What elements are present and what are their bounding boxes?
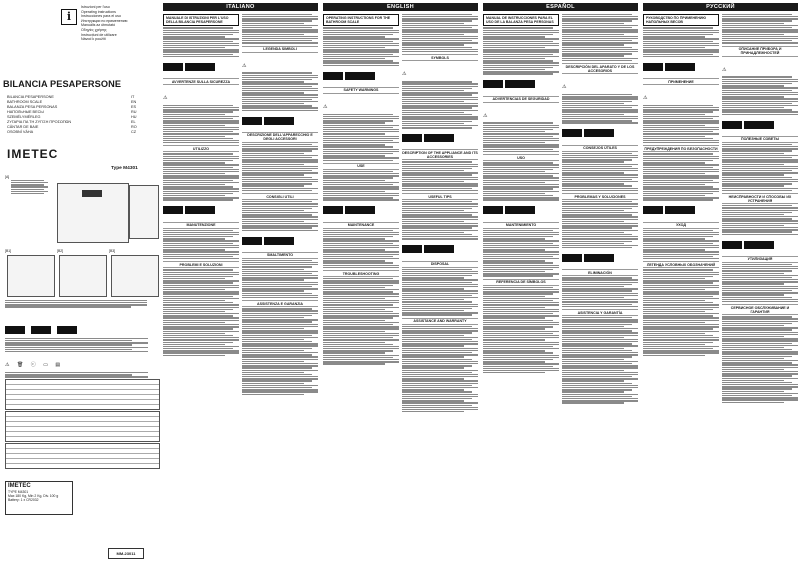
lcd-display bbox=[402, 245, 422, 253]
instructions-language-item: Návod k použití bbox=[81, 37, 106, 42]
column-body bbox=[242, 13, 318, 561]
language-code-item: RU bbox=[131, 110, 137, 114]
instructions-language-item: Инструкции по применению bbox=[81, 18, 128, 23]
column-body bbox=[562, 13, 638, 561]
instructions-language-item: Manuális az útmutató bbox=[81, 23, 116, 28]
lcd-example-row bbox=[323, 67, 399, 85]
section-title: ПРЕДУПРЕЖДЕНИЯ ПО БЕЗОПАСНОСТИ bbox=[644, 146, 718, 151]
section-title: MANTENIMIENTO bbox=[483, 222, 559, 229]
lcd-display bbox=[562, 129, 582, 137]
weight-table-3 bbox=[5, 443, 160, 469]
lcd-display bbox=[722, 241, 742, 249]
section-title: СЕРВИСНОЕ ОБСЛУЖИВАНИЕ И ГАРАНТИЯ bbox=[722, 304, 798, 315]
lcd-display bbox=[345, 72, 375, 80]
warning-icon: ⚠ bbox=[643, 95, 648, 102]
language-code-item: CZ bbox=[131, 130, 137, 134]
lcd-display bbox=[323, 72, 343, 80]
lcd-display bbox=[722, 121, 742, 129]
product-name-item: BALANZA PESA PERSONAS bbox=[7, 105, 58, 109]
column-body bbox=[163, 13, 239, 561]
nameplate-max: Max 180 Kg, Min 2 Kg, Div. 100 g bbox=[8, 494, 59, 498]
section-title: ОПИСАНИЕ ПРИБОРА И ПРИНАДЛЕЖНОСТЕЙ bbox=[722, 46, 798, 57]
language-column-b bbox=[242, 3, 318, 563]
product-name-item: SZEMÉLYMÉRLEG bbox=[7, 115, 41, 119]
lcd-example-3 bbox=[57, 326, 77, 334]
lcd-example-row bbox=[643, 58, 719, 76]
nameplate-box bbox=[5, 481, 73, 515]
section-title: ELIMINACIÓN bbox=[562, 269, 638, 276]
column-body bbox=[722, 13, 798, 561]
section-title: AVVERTENZE SULLA SICUREZZA bbox=[163, 78, 239, 85]
column-body bbox=[323, 13, 399, 561]
product-name-item: НАПОЛЬНЫЕ ВЕСЫ bbox=[7, 110, 44, 114]
language-code-item: IT bbox=[131, 95, 135, 99]
lcd-example-row bbox=[562, 125, 638, 143]
lcd-example-row bbox=[722, 116, 798, 134]
lcd-display bbox=[163, 206, 183, 214]
lcd-display bbox=[185, 63, 215, 71]
product-name-item: BILANCIA PESAPERSONE bbox=[7, 95, 54, 99]
language-code-item: ES bbox=[131, 105, 137, 109]
lcd-display bbox=[424, 245, 454, 253]
lcd-display bbox=[323, 206, 343, 214]
lcd-display bbox=[242, 237, 262, 245]
lcd-example-1 bbox=[5, 326, 25, 334]
figure-label-b3: [B3] bbox=[109, 249, 116, 253]
lcd-display bbox=[402, 134, 422, 142]
lcd-display bbox=[163, 63, 183, 71]
section-title: DESCRIPCIÓN DEL APARATO Y DE LOS ACCESORIOS bbox=[562, 63, 638, 74]
lcd-example-2 bbox=[31, 326, 51, 334]
language-header: ITALIANO bbox=[163, 3, 318, 11]
section-title: ПОЛЕЗНЫЕ СОВЕТЫ bbox=[722, 136, 798, 143]
column-body bbox=[402, 13, 478, 561]
section-title: УХОД bbox=[643, 222, 719, 229]
section-title: MANUTENZIONE bbox=[163, 222, 239, 229]
instructions-language-list bbox=[81, 5, 159, 42]
instructions-language-item: Instrucțiuni de utilizare bbox=[81, 32, 117, 37]
lcd-example-row bbox=[483, 202, 559, 220]
warning-icon: ⚠ bbox=[483, 112, 488, 119]
section-title: CONSIGLI UTILI bbox=[242, 193, 318, 200]
instructions-language-item: Instrucciones para el uso bbox=[81, 14, 121, 19]
battery-icon: ▭ bbox=[43, 362, 48, 369]
section-title: USEFUL TIPS bbox=[402, 193, 478, 200]
section-title: ADVERTENCIAS DE SEGURIDAD bbox=[483, 96, 559, 103]
section-title: MAINTENANCE bbox=[323, 222, 399, 229]
symbol-icons-row bbox=[5, 353, 160, 371]
language-header: ESPAÑOL bbox=[483, 3, 638, 11]
figure-label-b2: [B2] bbox=[57, 249, 64, 253]
figure-b3-drawing bbox=[111, 255, 159, 297]
section-title: ASISTENCIA Y GARANTÍA bbox=[562, 309, 638, 316]
language-code-item: EL bbox=[131, 120, 136, 124]
lcd-display bbox=[483, 80, 503, 88]
language-header: ENGLISH bbox=[323, 3, 478, 11]
lcd-display bbox=[744, 241, 774, 249]
lcd-display bbox=[242, 117, 262, 125]
lcd-example-row bbox=[722, 236, 798, 254]
lcd-display bbox=[264, 117, 294, 125]
cover-panel bbox=[3, 3, 161, 563]
lcd-display bbox=[562, 254, 582, 262]
lcd-example-row bbox=[483, 76, 559, 94]
section-title: SYMBOLS bbox=[402, 54, 478, 61]
figure-label-a: [A] bbox=[5, 175, 10, 179]
brand-logo: IMETEC bbox=[7, 147, 59, 161]
section-title: LEGENDA SIMBOLI bbox=[242, 46, 318, 53]
scale-drawing-front bbox=[57, 183, 129, 243]
language-code-list bbox=[131, 95, 151, 135]
intro-title: OPERATING INSTRUCTIONS FOR THE BATHROOM SCALE bbox=[323, 14, 399, 26]
warning-icon: ⚠ bbox=[5, 362, 10, 369]
section-title: НЕИСПРАВНОСТИ И СПОСОБЫ ИХ УСТРАНЕНИЯ bbox=[722, 193, 798, 204]
language-header: РУССКИЙ bbox=[643, 3, 798, 11]
column-body bbox=[483, 13, 559, 561]
lcd-display bbox=[345, 206, 375, 214]
language-column-a bbox=[323, 3, 414, 563]
section-title: USE bbox=[323, 163, 399, 170]
language-column-a bbox=[163, 3, 255, 563]
product-name-list bbox=[7, 95, 97, 135]
figure-b1-drawing bbox=[7, 255, 55, 297]
column-body bbox=[643, 13, 719, 561]
symbol-and-table-area bbox=[5, 325, 160, 561]
section-title: PROBLEMAS Y SOLUCIONES bbox=[562, 193, 638, 200]
language-code-item: RO bbox=[131, 125, 137, 129]
lcd-display bbox=[665, 63, 695, 71]
language-code-item: HU bbox=[131, 115, 137, 119]
figure-label-b1: [B1] bbox=[5, 249, 12, 253]
lcd-display bbox=[185, 206, 215, 214]
figure-b2-drawing bbox=[59, 255, 107, 297]
section-title: SAFETY WARNINGS bbox=[323, 87, 399, 94]
instructions-language-item: Οδηγίες χρήσης bbox=[81, 27, 107, 32]
lcd-display bbox=[584, 254, 614, 262]
section-title: DESCRIPTION OF THE APPLIANCE AND ITS ACCESSORIES bbox=[402, 150, 478, 159]
lcd-display bbox=[584, 129, 614, 137]
language-column-a bbox=[483, 3, 575, 563]
section-title: SMALTIMENTO bbox=[242, 252, 318, 259]
section-title: CONSEJOS ÚTILES bbox=[562, 145, 638, 152]
lcd-example-row bbox=[163, 202, 239, 220]
lcd-example-row bbox=[562, 249, 638, 267]
instructions-language-item: Istruzioni per l'uso bbox=[81, 5, 110, 9]
lcd-display bbox=[505, 206, 535, 214]
instructions-language-item: Operating instructions bbox=[81, 9, 116, 14]
lcd-display bbox=[264, 237, 294, 245]
lcd-display bbox=[665, 206, 695, 214]
certification-stamp: MM-23011 bbox=[108, 548, 144, 559]
section-title: DESCRIZIONE DELL'APPARECCHIO E DEGLI ACCESSORI bbox=[242, 132, 318, 143]
lcd-display bbox=[483, 206, 503, 214]
lcd-display bbox=[424, 134, 454, 142]
lcd-example-row bbox=[242, 232, 318, 250]
section-title: PROBLEMI E SOLUZIONI bbox=[163, 261, 239, 268]
language-column-a bbox=[643, 3, 735, 563]
warning-icon: ⚠ bbox=[402, 71, 407, 78]
warning-icon: ⚠ bbox=[242, 62, 247, 69]
nameplate-battery: Battery: 1 x CR2032 bbox=[8, 498, 39, 502]
lcd-display bbox=[744, 121, 774, 129]
warning-icon: ⚠ bbox=[163, 95, 168, 102]
section-title: ЛЕГЕНДА УСЛОВНЫХ ОБОЗНАЧЕНИЙ bbox=[643, 261, 719, 268]
figures-area bbox=[5, 175, 159, 325]
lcd-example-row bbox=[402, 241, 478, 259]
nameplate-type: TYPE M4301 bbox=[8, 490, 29, 494]
warning-icon: ⚠ bbox=[323, 103, 328, 110]
language-column-b bbox=[402, 3, 478, 563]
lcd-display bbox=[643, 206, 663, 214]
weight-table-1 bbox=[5, 379, 160, 410]
intro-title: MANUALE DI ISTRUZIONI PER L'USO DELLA BILANCIA PESAPERSONE bbox=[163, 14, 239, 26]
bin-icon: 🗑 bbox=[16, 362, 24, 369]
lcd-example-row bbox=[323, 202, 399, 220]
book-icon: ▤ bbox=[55, 362, 61, 369]
intro-title: РУКОВОДСТВО ПО ПРИМЕНЕНИЮ НАПОЛЬНЫХ ВЕСОВ bbox=[643, 14, 719, 26]
section-title: TROUBLESHOOTING bbox=[323, 270, 399, 277]
language-column-b bbox=[722, 3, 798, 563]
lcd-example-row bbox=[643, 202, 719, 220]
figure-a-legend bbox=[11, 179, 51, 195]
scale-drawing-back bbox=[129, 185, 159, 239]
lcd-display bbox=[643, 63, 663, 71]
warning-icon: ⚠ bbox=[722, 66, 727, 73]
lcd-example-row bbox=[402, 129, 478, 147]
scale-display-drawing bbox=[82, 190, 102, 197]
lcd-display bbox=[505, 80, 535, 88]
lcd-examples bbox=[5, 325, 160, 335]
lcd-example-row bbox=[242, 112, 318, 130]
product-title: BILANCIA PESAPERSONE bbox=[3, 79, 122, 89]
section-title: ПРИМЕНЕНИЕ bbox=[643, 78, 719, 85]
section-title: УТИЛИЗАЦИЯ bbox=[722, 256, 798, 263]
figure-caption bbox=[5, 299, 159, 309]
section-title: REFERENCIA DE SÍMBOLOS bbox=[483, 279, 559, 286]
language-code-item: EN bbox=[131, 100, 137, 104]
section-title: DISPOSAL bbox=[402, 261, 478, 268]
section-title: ASSISTENZA E GARANZIA bbox=[242, 300, 318, 307]
section-title: UTILIZZO bbox=[163, 145, 239, 152]
model-type: Type M4301 bbox=[111, 166, 138, 171]
warning-icon: ⚠ bbox=[562, 84, 567, 91]
language-column-b bbox=[562, 3, 638, 563]
product-name-item: CÂNTAR DE BAIE bbox=[7, 125, 39, 129]
lcd-example-row bbox=[163, 58, 239, 76]
product-name-item: BATHROOM SCALE bbox=[7, 100, 43, 104]
ce-mark-icon: ⓒ bbox=[30, 362, 36, 369]
section-title: USO bbox=[483, 154, 559, 161]
info-icon: i bbox=[61, 9, 77, 25]
weight-table-2 bbox=[5, 411, 160, 442]
intro-title: MANUAL DE INSTRUCCIONES PARA EL USO DE LA BALANZA PESA PERSONAS bbox=[483, 14, 559, 26]
product-name-item: ΖΥΓΑΡΙΑ ΠΑ ΤΗ ΖΥΓΙΣΗ ΠΡΟΣΩΠΩΝ bbox=[7, 120, 72, 124]
section-title: ASSISTANCE AND WARRANTY bbox=[402, 318, 478, 325]
nameplate-brand: IMETEC bbox=[8, 483, 31, 489]
product-name-item: OSOBNÍ VÁHA bbox=[7, 130, 34, 134]
